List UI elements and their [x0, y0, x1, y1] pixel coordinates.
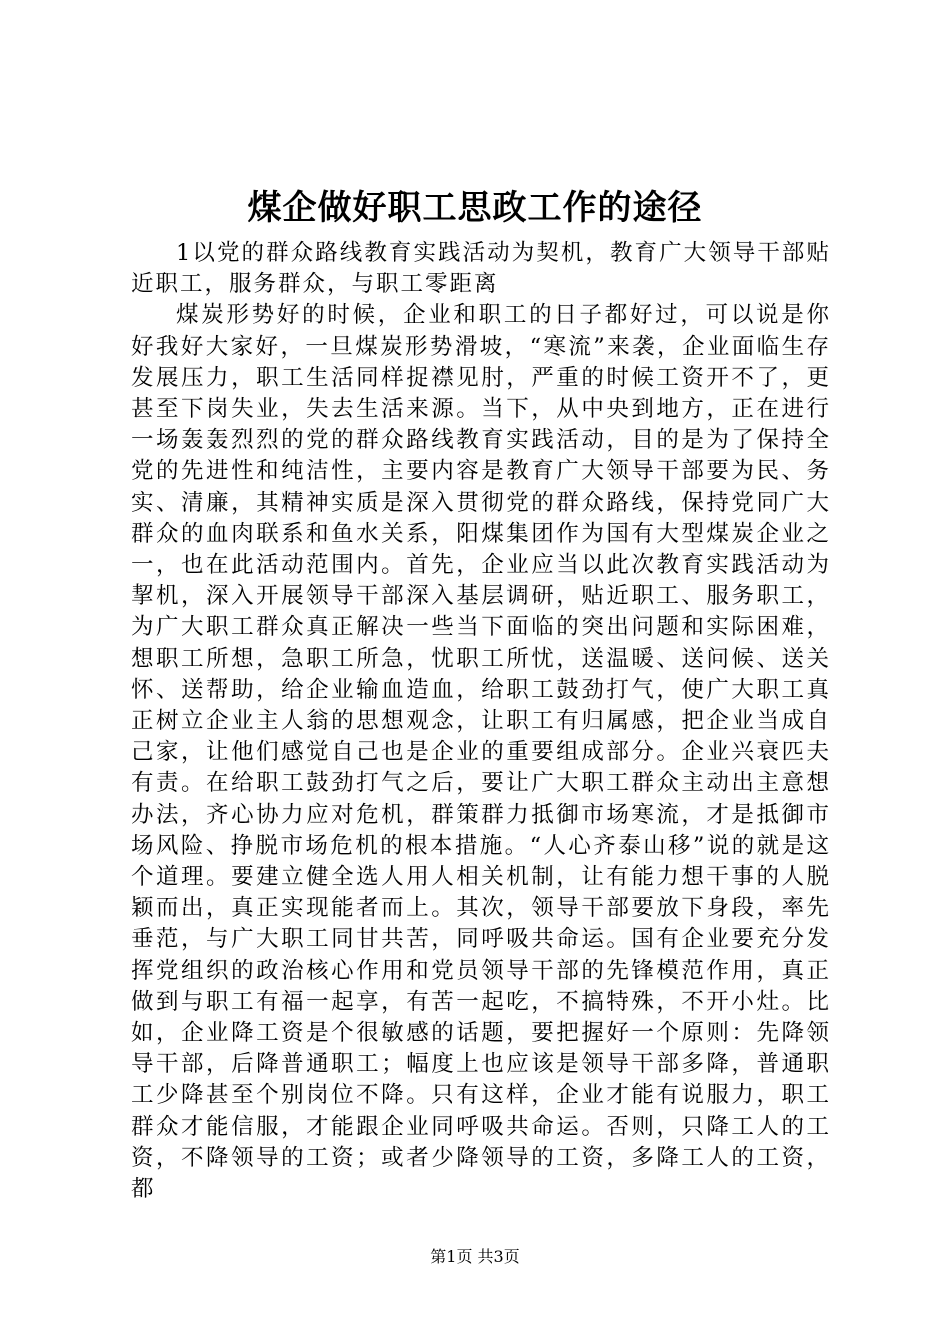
document-title: 煤企做好职工思政工作的途径	[247, 188, 703, 228]
page-footer: 第1页 共3页	[430, 1247, 520, 1266]
document-body	[131, 238, 831, 1205]
section-heading-paragraph: 1以党的群众路线教育实践活动为契机，教育广大领导干部贴近职工，服务群众，与职工零距离	[131, 240, 831, 298]
body-paragraph: 煤炭形势好的时候，企业和职工的日子都好过，可以说是你好我好大家好，一旦煤炭形势滑坡，“寒流”来袭，企业面临生存发展压力，职工生活同样捉襟见肘，严重的时候工资开不了，更甚至下岗失业，失去生活来源。当下，从中央到地方，正在进行一场轰轰烈烈的党的群众路线教育实践活动，目的是为了保持全党的先进性和纯洁性，主要内容是教育广大领导干部要为民、务实、清廉，其精神实质是深入贯彻党的群众路线，保持党同广大群众的血肉联系和鱼水关系，阳煤集团作为国有大型煤炭企业之一，也在此活动范围内。首先，企业应当以此次教育实践活动为挈机，深入开展领导干部深入基层调研，贴近职工、服务职工，为广大职工群众真正解决一些当下面临的突出问题和实际困难，想职工所想，急职工所急，忧职工所忧，送温暖、送问候、送关怀、送帮助，给企业输血造血，给职工鼓劲打气，使广大职工真正树立企业主人翁的思想观念，让职工有归属感，把企业当成自己家，让他们感觉自己也是企业的重要组成部分。企业兴衰匹夫有责。在给职工鼓劲打气之后，要让广大职工群众主动出主意想办法，齐心协力应对危机，群策群力抵御市场寒流，才是抵御市场风险、挣脱市场危机的根本措施。“人心齐泰山移”说的就是这个道理。要建立健全选人用人相关机制，让有能力想干事的人脱颖而出，真正实现能者而上。其次，领导干部要放下身段，率先垂范，与广大职工同甘共苦，同呼吸共命运。国有企业要充分发挥党组织的政治核心作用和党员领导干部的先锋模范作用，真正做到与职工有福一起享，有苦一起吃，不搞特殊，不开小灶。比如，企业降工资是个很敏感的话题，要把握好一个原则：先降领导干部，后降普通职工；幅度上也应该是领导干部多降，普通职工少降甚至个别岗位不降。只有这样，企业才能有说服力，职工群众才能信服，才能跟企业同呼吸共命运。否则，只降工人的工资，不降领导的工资；或者少降领导的工资，多降工人的工资，都	[131, 302, 831, 1203]
